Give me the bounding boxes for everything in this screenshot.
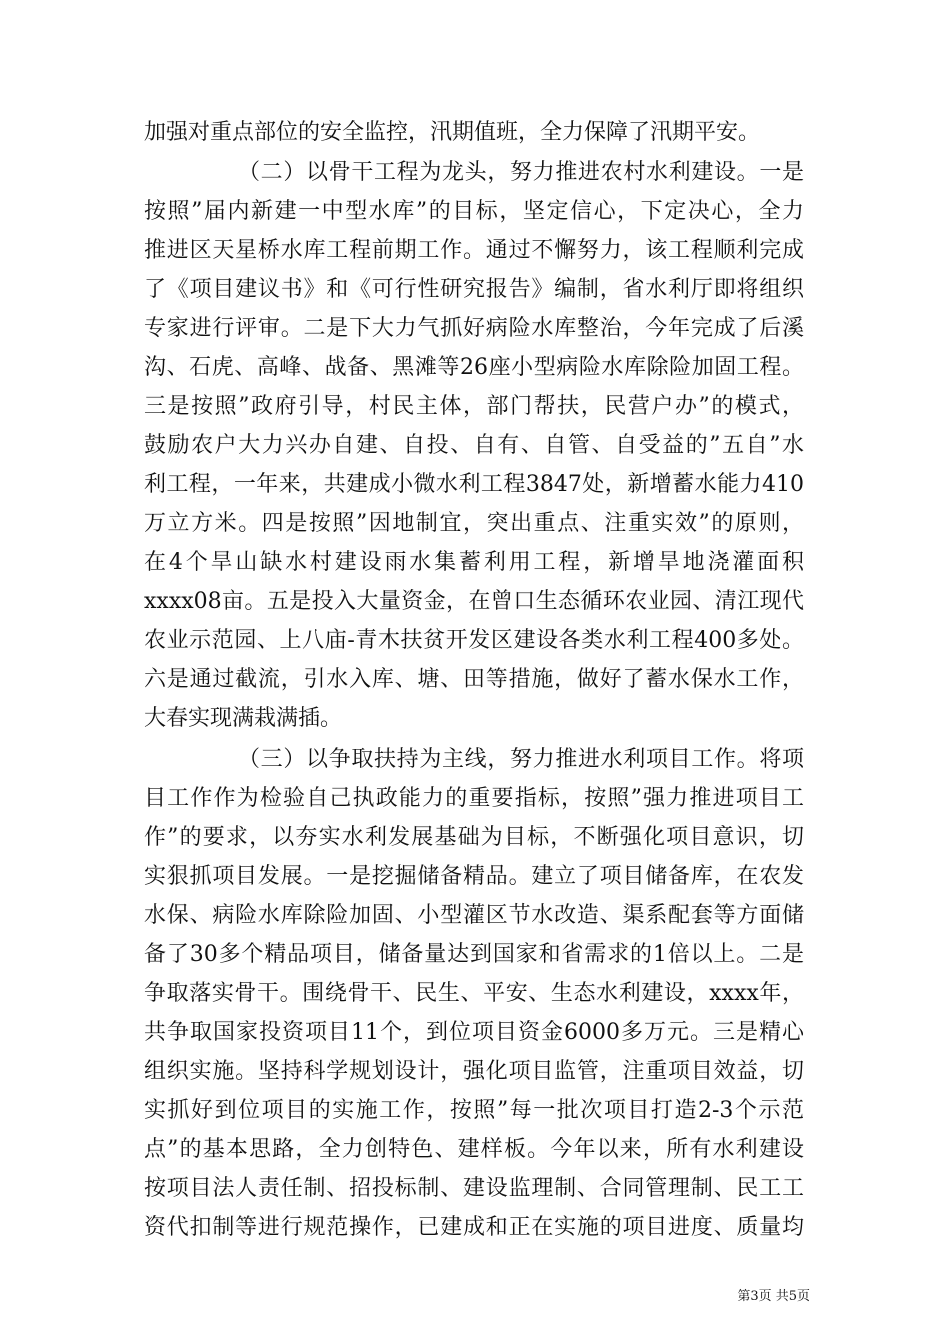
text-line: 利工程，一年来，共建成小微水利工程3847处，新增蓄水能力410 <box>144 472 804 497</box>
text-line: 资代扣制等进行规范操作，已建成和正在实施的项目进度、质量均 <box>144 1215 804 1240</box>
text-line: xxxx08亩。五是投入大量资金，在曾口生态循环农业园、清江现代 <box>144 589 804 614</box>
text-line: 目工作作为检验自己执政能力的重要指标，按照”强力推进项目工 <box>144 786 804 811</box>
text-line: 万立方米。四是按照”因地制宜，突出重点、注重实效”的原则， <box>144 511 804 536</box>
text-line: 实狠抓项目发展。一是挖掘储备精品。建立了项目储备库，在农发 <box>144 864 804 889</box>
text-line: 争取落实骨干。围绕骨干、民生、平安、生态水利建设，xxxx年， <box>144 981 804 1006</box>
text-line: 按项目法人责任制、招投标制、建设监理制、合同管理制、民工工 <box>144 1176 804 1201</box>
paragraph-3-first-line: （三）以争取扶持为主线，努力推进水利项目工作。将项 <box>238 747 804 772</box>
text-line: 了《项目建议书》和《可行性研究报告》编制，省水利厅即将组织 <box>144 277 804 302</box>
page-number-footer: 第3页 共5页 <box>737 1289 810 1304</box>
text-line: 推进区天星桥水库工程前期工作。通过不懈努力，该工程顺利完成 <box>144 238 804 263</box>
text-line: 点”的基本思路，全力创特色、建样板。今年以来，所有水利建设 <box>144 1137 804 1162</box>
text-line: 三是按照”政府引导，村民主体，部门帮扶，民营户办”的模式， <box>144 394 804 419</box>
text-line: 专家进行评审。二是下大力气抓好病险水库整治，今年完成了后溪 <box>144 316 804 341</box>
text-line: 实抓好到位项目的实施工作，按照”每一批次项目打造2-3个示范 <box>144 1098 804 1123</box>
text-line: 鼓励农户大力兴办自建、自投、自有、自管、自受益的”五自”水 <box>144 433 804 458</box>
text-line: 备了30多个精品项目，储备量达到国家和省需求的1倍以上。二是 <box>144 942 804 967</box>
text-line: 沟、石虎、高峰、战备、黑滩等26座小型病险水库除险加固工程。 <box>144 355 804 380</box>
text-line: 在4个旱山缺水村建设雨水集蓄利用工程，新增旱地浇灌面积 <box>144 550 804 575</box>
text-line: 作”的要求，以夯实水利发展基础为目标，不断强化项目意识，切 <box>144 825 804 850</box>
text-line: 按照”届内新建一中型水库”的目标，坚定信心，下定决心，全力 <box>144 199 804 224</box>
text-line: 加强对重点部位的安全监控，汛期值班，全力保障了汛期平安。 <box>144 120 761 145</box>
text-line: 水保、病险水库除险加固、小型灌区节水改造、渠系配套等方面储 <box>144 903 804 928</box>
text-line: 组织实施。坚持科学规划设计，强化项目监管，注重项目效益，切 <box>144 1059 804 1084</box>
text-line: 共争取国家投资项目11个，到位项目资金6000多万元。三是精心 <box>144 1020 804 1045</box>
text-line: 六是通过截流，引水入库、塘、田等措施，做好了蓄水保水工作， <box>144 667 804 692</box>
paragraph-2-first-line: （二）以骨干工程为龙头，努力推进农村水利建设。一是 <box>238 160 804 185</box>
text-line: 农业示范园、上八庙-青木扶贫开发区建设各类水利工程400多处。 <box>144 628 804 653</box>
text-line: 大春实现满栽满插。 <box>144 706 343 731</box>
